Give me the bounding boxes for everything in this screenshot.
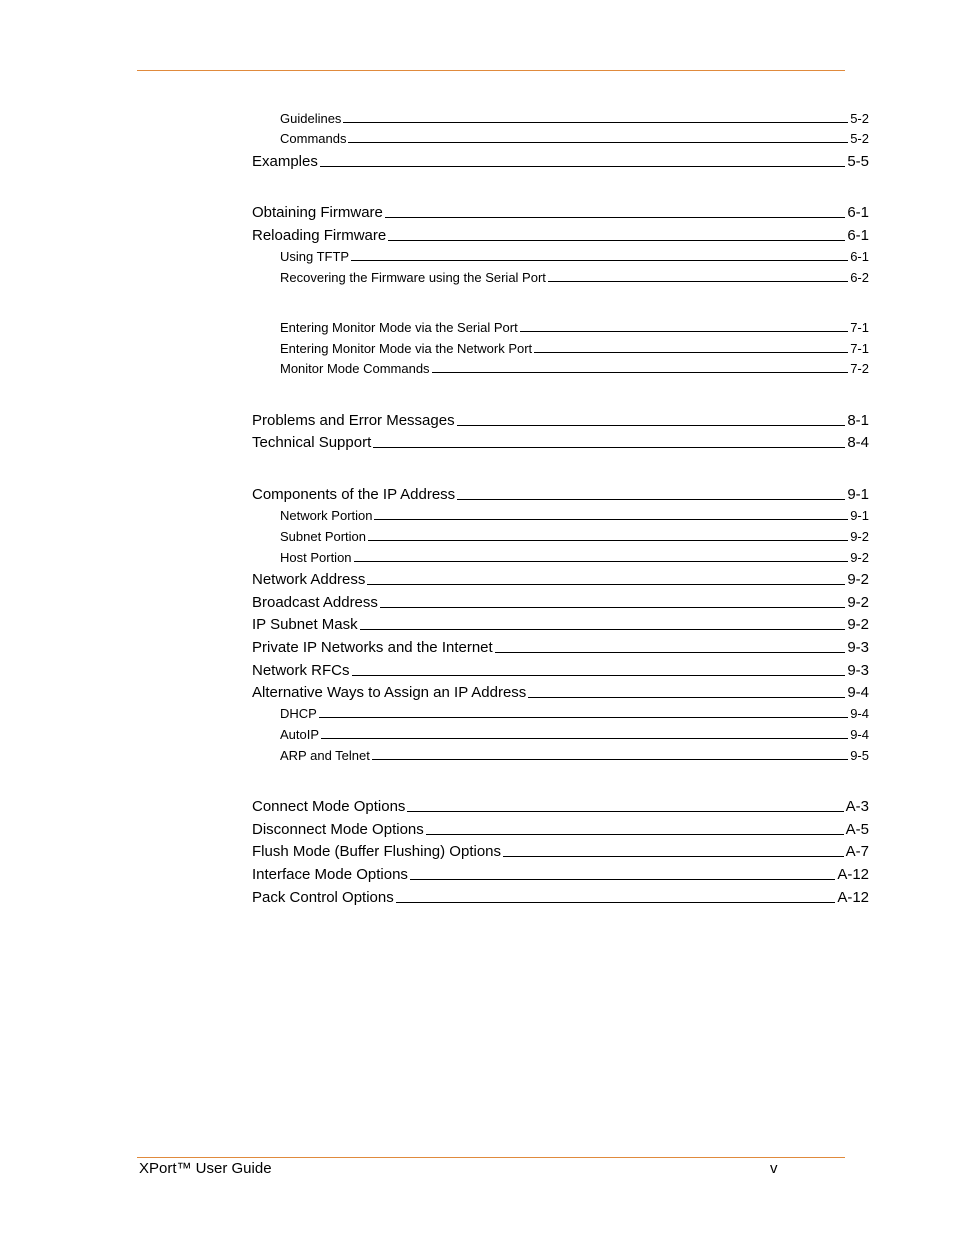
toc-entry[interactable]	[252, 486, 869, 503]
toc-entry-page: 5-2	[850, 111, 869, 126]
toc-entry-title: Entering Monitor Mode via the Network Port	[280, 341, 533, 356]
toc-leader	[457, 499, 845, 500]
toc-entry-page: A-12	[837, 889, 869, 906]
toc-entry-title: Reloading Firmware	[252, 227, 387, 244]
toc-entry-page: 9-2	[850, 529, 869, 544]
toc-entry-page: 7-1	[850, 320, 869, 335]
toc-leader	[360, 629, 846, 630]
toc-leader	[343, 122, 848, 123]
toc-entry[interactable]	[280, 320, 869, 335]
toc-entry-page: 9-2	[850, 550, 869, 565]
toc-entry[interactable]	[252, 639, 869, 656]
toc-leader	[321, 738, 848, 739]
toc-entry[interactable]	[280, 270, 869, 285]
toc-entry[interactable]	[252, 571, 869, 588]
toc-entry[interactable]	[252, 204, 869, 221]
toc-leader	[348, 142, 848, 143]
toc-leader	[503, 856, 844, 857]
toc-leader	[388, 240, 845, 241]
header-rule	[137, 70, 845, 71]
toc-entry-page: A-12	[837, 866, 869, 883]
toc-entry-page: 5-5	[847, 153, 869, 170]
toc-entry-page: 9-5	[850, 748, 869, 763]
toc-leader	[372, 759, 848, 760]
toc-entry[interactable]	[252, 434, 869, 451]
toc-leader	[368, 540, 848, 541]
toc-entry-title: Private IP Networks and the Internet	[252, 639, 493, 656]
toc-entry-page: 9-3	[847, 639, 869, 656]
toc-entry-title: Network RFCs	[252, 662, 350, 679]
toc-entry-title: Disconnect Mode Options	[252, 821, 424, 838]
toc-entry-page: 6-1	[847, 204, 869, 221]
footer-page-number: v	[770, 1160, 778, 1177]
toc-entry[interactable]	[280, 748, 869, 763]
toc-leader	[426, 834, 844, 835]
toc-leader	[520, 331, 848, 332]
toc-leader	[457, 425, 846, 426]
toc-entry-page: 6-2	[850, 270, 869, 285]
toc-leader	[373, 447, 845, 448]
toc-entry[interactable]	[252, 821, 869, 838]
toc-entry-title: IP Subnet Mask	[252, 616, 358, 633]
toc-entry-title: Flush Mode (Buffer Flushing) Options	[252, 843, 502, 860]
toc-entry[interactable]	[280, 131, 869, 146]
toc-entry-page: 6-1	[850, 249, 869, 264]
toc-entry-page: 9-1	[847, 486, 869, 503]
toc-entry[interactable]	[252, 843, 869, 860]
toc-entry-title: Commands	[280, 131, 347, 146]
toc-entry-title: Interface Mode Options	[252, 866, 408, 883]
toc-entry-title: Components of the IP Address	[252, 486, 456, 503]
toc-leader	[374, 519, 848, 520]
toc-leader	[407, 811, 843, 812]
toc-entry-title: ARP and Telnet	[280, 748, 370, 763]
toc-leader	[495, 652, 846, 653]
toc-entry-title: Host Portion	[280, 550, 352, 565]
toc-entry[interactable]	[252, 866, 869, 883]
toc-leader	[380, 607, 845, 608]
toc-entry-page: 8-4	[847, 434, 869, 451]
footer-rule	[137, 1157, 845, 1158]
toc-leader	[320, 166, 845, 167]
toc-entry-page: 9-2	[847, 616, 869, 633]
toc-leader	[534, 352, 848, 353]
toc-entry-page: 9-1	[850, 508, 869, 523]
toc-entry[interactable]	[252, 684, 869, 701]
toc-entry-page: 9-2	[847, 571, 869, 588]
toc-leader	[432, 372, 849, 373]
toc-entry-title: DHCP	[280, 706, 317, 721]
toc-entry-page: A-7	[845, 843, 869, 860]
toc-entry-page: 7-1	[850, 341, 869, 356]
footer-document-title: XPort™ User Guide	[139, 1160, 272, 1177]
toc-leader	[528, 697, 845, 698]
toc-entry[interactable]	[280, 111, 869, 126]
toc-entry-title: Using TFTP	[280, 249, 350, 264]
toc-entry[interactable]	[252, 616, 869, 633]
toc-entry[interactable]	[280, 529, 869, 544]
toc-entry-page: A-3	[845, 798, 869, 815]
toc-entry-title: AutoIP	[280, 727, 320, 742]
toc-entry-title: Monitor Mode Commands	[280, 361, 430, 376]
toc-leader	[319, 717, 848, 718]
toc-entry-title: Subnet Portion	[280, 529, 367, 544]
toc-entry-title: Alternative Ways to Assign an IP Address	[252, 684, 527, 701]
toc-entry-title: Entering Monitor Mode via the Serial Port	[280, 320, 518, 335]
toc-entry[interactable]	[280, 706, 869, 721]
toc-entry-title: Technical Support	[252, 434, 372, 451]
toc-entry-page: 9-4	[850, 706, 869, 721]
toc-entry[interactable]	[252, 662, 869, 679]
toc-entry-page: 6-1	[847, 227, 869, 244]
toc-entry[interactable]	[252, 153, 869, 170]
toc-entry-title: Broadcast Address	[252, 594, 378, 611]
toc-leader	[351, 260, 848, 261]
toc-entry[interactable]	[252, 227, 869, 244]
toc-entry-title: Guidelines	[280, 111, 342, 126]
toc-entry-title: Network Address	[252, 571, 366, 588]
toc-entry[interactable]	[252, 594, 869, 611]
toc-leader	[354, 561, 849, 562]
toc-entry[interactable]	[252, 798, 869, 815]
toc-entry-page: 8-1	[847, 412, 869, 429]
toc-entry[interactable]	[280, 508, 869, 523]
toc-leader	[410, 879, 835, 880]
toc-entry[interactable]	[280, 249, 869, 264]
toc-leader	[367, 584, 845, 585]
toc-leader	[385, 217, 845, 218]
toc-entry-page: A-5	[845, 821, 869, 838]
toc-leader	[548, 281, 848, 282]
toc-entry-page: 5-2	[850, 131, 869, 146]
toc-leader	[352, 675, 846, 676]
toc-entry-title: Obtaining Firmware	[252, 204, 383, 221]
toc-leader	[396, 902, 836, 903]
toc-entry-page: 9-3	[847, 662, 869, 679]
toc-entry-page: 7-2	[850, 361, 869, 376]
toc-entry-title: Problems and Error Messages	[252, 412, 455, 429]
toc-entry[interactable]	[252, 412, 869, 429]
toc-entry-page: 9-4	[850, 727, 869, 742]
toc-entry-title: Examples	[252, 153, 318, 170]
toc-entry[interactable]	[252, 889, 869, 906]
toc-entry-title: Connect Mode Options	[252, 798, 406, 815]
toc-entry[interactable]	[280, 727, 869, 742]
toc-entry[interactable]	[280, 341, 869, 356]
toc-entry[interactable]	[280, 361, 869, 376]
toc-entry-page: 9-4	[847, 684, 869, 701]
toc-entry[interactable]	[280, 550, 869, 565]
toc-entry-title: Pack Control Options	[252, 889, 394, 906]
toc-entry-page: 9-2	[847, 594, 869, 611]
toc-entry-title: Recovering the Firmware using the Serial Port	[280, 270, 546, 285]
toc-entry-title: Network Portion	[280, 508, 373, 523]
